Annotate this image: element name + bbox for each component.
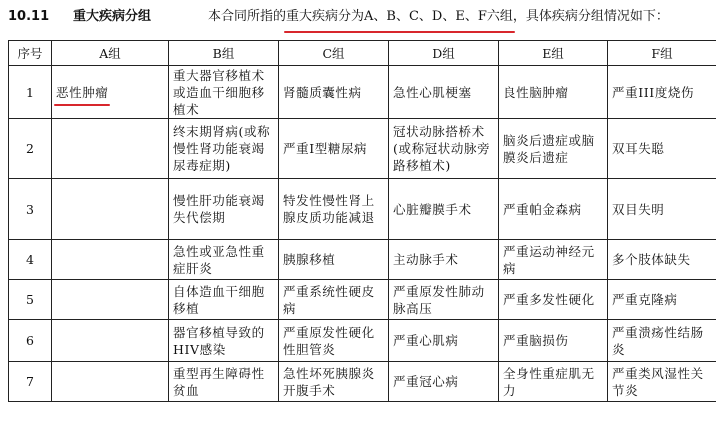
cell-group-b: 终末期肾病(或称慢性肾功能衰竭尿毒症期) <box>169 119 279 179</box>
cell-group-a <box>52 240 169 280</box>
cell-group-c: 严重Ⅰ型糖尿病 <box>279 119 389 179</box>
header-seq: 序号 <box>9 41 52 66</box>
header-group-c: C组 <box>279 41 389 66</box>
section-title: 重大疾病分组 <box>73 9 152 24</box>
cell-group-e: 严重运动神经元病 <box>499 240 608 280</box>
table-row <box>9 66 716 119</box>
cell-group-b: 器官移植导致的HIV感染 <box>169 320 279 362</box>
cell-group-d: 严重原发性肺动脉高压 <box>389 280 499 320</box>
header-group-e: E组 <box>499 41 608 66</box>
intro-text-before: 本合同所指的 <box>208 9 287 24</box>
cell-group-c: 严重原发性硬化性胆管炎 <box>279 320 389 362</box>
cell-group-f: 双耳失聪 <box>608 119 716 179</box>
cell-group-e: 良性脑肿瘤 <box>499 66 608 119</box>
row-number: 4 <box>9 240 52 280</box>
cell-group-a <box>52 179 169 240</box>
table-header-row <box>9 41 716 66</box>
cell-group-e: 严重脑损伤 <box>499 320 608 362</box>
cell-group-d: 急性心肌梗塞 <box>389 66 499 119</box>
cell-group-e: 脑炎后遗症或脑膜炎后遗症 <box>499 119 608 179</box>
cell-group-d: 冠状动脉搭桥术(或称冠状动脉旁路移植术) <box>389 119 499 179</box>
underlined-group-statement: 重大疾病分为A、B、C、D、E、F六组 <box>286 6 513 28</box>
row-number: 2 <box>9 119 52 179</box>
cell-group-b: 急性或亚急性重症肝炎 <box>169 240 279 280</box>
cell-group-c: 急性坏死胰腺炎开腹手术 <box>279 362 389 402</box>
cell-group-d: 严重心肌病 <box>389 320 499 362</box>
table-row <box>9 240 716 280</box>
header-group-d: D组 <box>389 41 499 66</box>
table-row <box>9 280 716 320</box>
cell-group-c: 特发性慢性肾上腺皮质功能减退 <box>279 179 389 240</box>
row-number: 7 <box>9 362 52 402</box>
underlined-cancer-entry: 恶性肿瘤 <box>56 84 109 100</box>
disease-group-table <box>8 40 716 402</box>
cell-group-a <box>52 320 169 362</box>
header-group-f: F组 <box>608 41 716 66</box>
cell-group-a <box>52 119 169 179</box>
cell-group-d: 主动脉手术 <box>389 240 499 280</box>
cell-group-c: 胰腺移植 <box>279 240 389 280</box>
intro-sentence <box>208 6 669 28</box>
row-number: 5 <box>9 280 52 320</box>
cell-group-e: 全身性重症肌无力 <box>499 362 608 402</box>
header-group-b: B组 <box>169 41 279 66</box>
cell-group-f: 严重克隆病 <box>608 280 716 320</box>
cell-group-e: 严重帕金森病 <box>499 179 608 240</box>
cell-group-b: 重型再生障碍性贫血 <box>169 362 279 402</box>
cell-group-f: 严重溃疡性结肠炎 <box>608 320 716 362</box>
cell-group-b: 慢性肝功能衰竭失代偿期 <box>169 179 279 240</box>
section-number: 10.11 <box>8 9 50 24</box>
cell-group-f: 严重III度烧伤 <box>608 66 716 119</box>
cell-group-d: 严重冠心病 <box>389 362 499 402</box>
cell-group-a <box>52 362 169 402</box>
cell-group-a <box>52 66 169 119</box>
row-number: 1 <box>9 66 52 119</box>
table-row <box>9 179 716 240</box>
table-row <box>9 119 716 179</box>
intro-text-after: ，具体疾病分组情况如下： <box>512 9 669 24</box>
cell-group-f: 双目失明 <box>608 179 716 240</box>
cell-group-d: 心脏瓣膜手术 <box>389 179 499 240</box>
cell-group-b: 重大器官移植术或造血干细胞移植术 <box>169 66 279 119</box>
table-row <box>9 362 716 402</box>
cell-group-a <box>52 280 169 320</box>
cell-group-f: 多个肢体缺失 <box>608 240 716 280</box>
row-number: 6 <box>9 320 52 362</box>
cell-group-c: 严重系统性硬皮病 <box>279 280 389 320</box>
header-group-a: A组 <box>52 41 169 66</box>
cell-group-c: 肾髓质囊性病 <box>279 66 389 119</box>
cell-group-b: 自体造血干细胞移植 <box>169 280 279 320</box>
row-number: 3 <box>9 179 52 240</box>
cell-group-e: 严重多发性硬化 <box>499 280 608 320</box>
cell-group-f: 严重类风湿性关节炎 <box>608 362 716 402</box>
section-heading <box>8 6 714 28</box>
table-row <box>9 320 716 362</box>
